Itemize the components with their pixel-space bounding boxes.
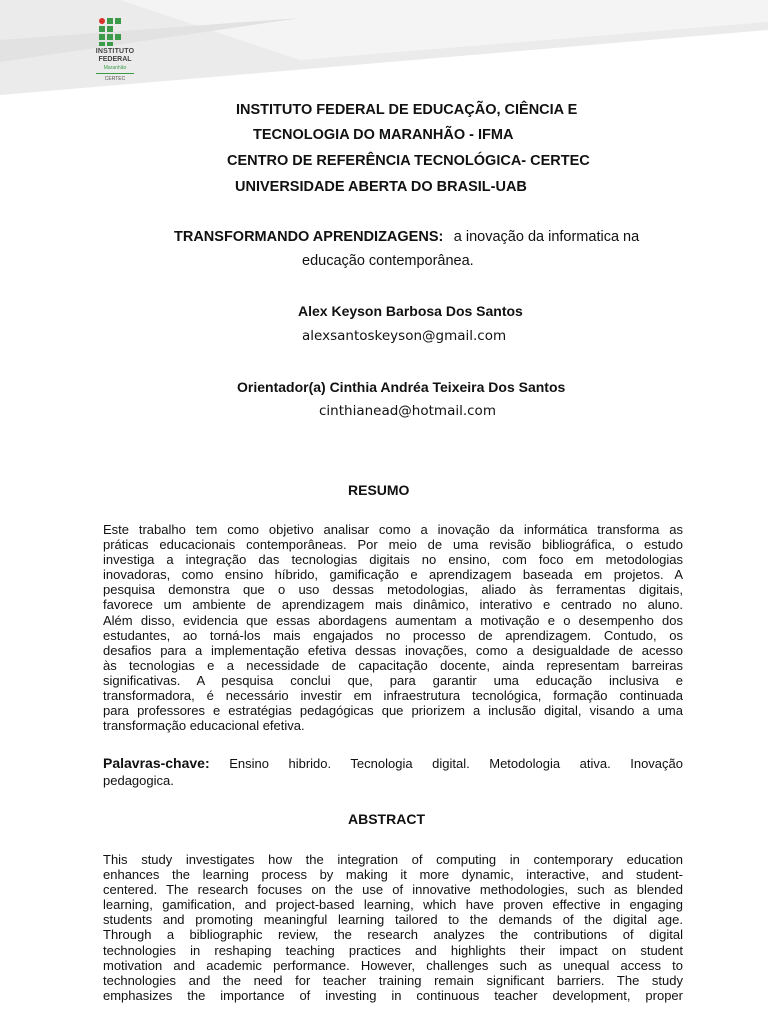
- institution-logo: [84, 18, 146, 86]
- abstract-line: enhances the learning process by making it more dynamic, interactive, and student-: [103, 867, 683, 883]
- resumo-line: práticas educacionais contemporâneas. Por meio de uma revisão bibliográfica, o estudo: [103, 537, 683, 553]
- advisor-email: cinthianead@hotmail.com: [319, 403, 496, 419]
- logo-text-certec: CERTEC: [104, 76, 126, 82]
- resumo-line: investiga a integração das tecnologias digitais no ensino, com foco em metodologias: [103, 552, 683, 568]
- author-email: alexsantoskeyson@gmail.com: [302, 328, 507, 344]
- paper-title-bold: TRANSFORMANDO APRENDIZAGENS:: [174, 229, 444, 245]
- paper-title-line-1: [174, 228, 639, 246]
- resumo-line: transformação educacional efetiva.: [103, 718, 305, 734]
- abstract-line: learning, gamification, and project-based learning, which have proven effective in engaging: [103, 897, 683, 913]
- abstract-line: This study investigates how the integration of computing in contemporary education: [103, 852, 683, 867]
- abstract-heading: ABSTRACT: [348, 811, 425, 827]
- abstract-paragraph: [103, 852, 683, 1003]
- logo-text-instituto: INSTITUTO: [95, 48, 135, 55]
- keywords-line-2: pedagogica.: [103, 773, 174, 788]
- keywords-line-1: [103, 756, 683, 773]
- advisor-name: Orientador(a) Cinthia Andréa Teixeira Dos Santos: [237, 379, 566, 395]
- logo-text-federal: FEDERAL: [98, 56, 132, 63]
- abstract-line: emphasizes the importance of investing in continuous teacher development, proper: [103, 987, 683, 1003]
- resumo-paragraph: [103, 522, 683, 733]
- logo-text-maranhao: Maranhão: [103, 65, 127, 71]
- resumo-line: pesquisa demonstra que o uso dessas metodologias, aliado às ferramentas digitais,: [103, 582, 683, 598]
- paper-title-line-2: educação contemporânea.: [302, 253, 474, 269]
- paper-title-rest-1: a inovação da informatica na: [453, 229, 640, 245]
- keywords-text-1: Ensino hibrido. Tecnologia digital. Metodologia ativa. Inovação: [229, 756, 683, 771]
- resumo-line: significativas. A pesquisa conclui que, para garantir uma educação inclusiva e: [103, 672, 683, 688]
- resumo-line: para professores e estratégias pedagógicas que priorizem a inclusão digital, visando a uma: [103, 703, 683, 719]
- resumo-line: Este trabalho tem como objetivo analisar como a inovação da informática transforma as: [103, 522, 683, 537]
- abstract-line: motivation and academic performance. However, challenges such as unequal access to: [103, 957, 683, 973]
- resumo-line: transformadora, é necessário investir em infraestrutura tecnológica, formação continuada: [103, 688, 683, 704]
- resumo-line: favorece um ambiente de aprendizagem mais dinâmico, interativo e centrado no aluno.: [103, 597, 683, 613]
- institution-line-3: CENTRO DE REFERÊNCIA TECNOLÓGICA- CERTEC: [227, 153, 590, 169]
- abstract-line: technologies and the need for teacher training remain significant barriers. The study: [103, 972, 683, 988]
- resumo-line: Além disso, evidencia que essas abordagens aumentam a motivação e o desempenho dos: [103, 612, 683, 628]
- institution-line-4: UNIVERSIDADE ABERTA DO BRASIL-UAB: [235, 179, 527, 195]
- keywords-paragraph: [103, 756, 683, 788]
- logo-divider: [96, 73, 134, 74]
- keywords-label: Palavras-chave:: [103, 756, 210, 771]
- institution-line-2: TECNOLOGIA DO MARANHÃO - IFMA: [253, 127, 514, 143]
- author-name: Alex Keyson Barbosa Dos Santos: [298, 303, 523, 319]
- resumo-line: inovadoras, como ensino híbrido, gamificação e aprendizagem baseada em projetos. A: [103, 567, 683, 583]
- abstract-line: Through a bibliographic review, the research analyzes the contributions of digital: [103, 927, 683, 943]
- resumo-line: estudantes, ao torná-los mais engajados no processo de aprendizagem. Contudo, os: [103, 627, 683, 643]
- resumo-line: às tecnologias e a necessidade de capacitação docente, ainda representam barreiras: [103, 657, 683, 673]
- resumo-heading: RESUMO: [348, 482, 410, 498]
- resumo-line: desafios para a implementação efetiva dessas inovações, como a desigualdade de acesso: [103, 642, 683, 658]
- abstract-line: centered. The research focuses on the use of innovative methodologies, such as blended: [103, 882, 683, 898]
- institution-line-1: INSTITUTO FEDERAL DE EDUCAÇÃO, CIÊNCIA E: [236, 102, 578, 118]
- abstract-line: technologies in reshaping teaching practices and highlights their impact on student: [103, 942, 683, 958]
- abstract-line: students and promoting meaningful learning tailored to the demands of the digital age.: [103, 912, 683, 928]
- logo-grid-icon: [99, 18, 123, 46]
